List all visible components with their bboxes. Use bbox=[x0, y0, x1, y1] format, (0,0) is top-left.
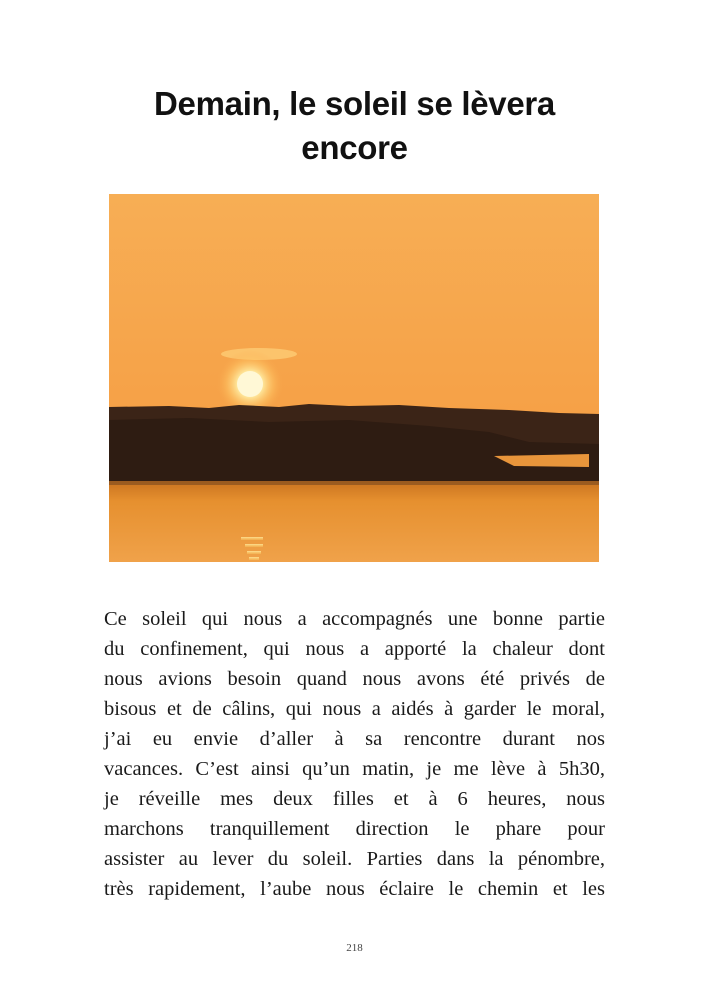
body-line: nous avions besoin quand nous avons été privés de bbox=[104, 668, 605, 690]
sun-reflection-4 bbox=[249, 557, 259, 560]
sun bbox=[237, 371, 263, 397]
sunrise-illustration bbox=[109, 194, 599, 562]
body-line: marchons tranquillement direction le phare pour bbox=[104, 818, 605, 840]
sea bbox=[109, 481, 599, 562]
title-line-2: encore bbox=[301, 129, 408, 166]
sunrise-photo bbox=[109, 194, 599, 562]
waterline bbox=[109, 481, 599, 485]
body-line: je réveille mes deux filles et à 6 heures, nous bbox=[104, 788, 605, 810]
title-line-1: Demain, le soleil se lèvera bbox=[154, 85, 555, 122]
body-paragraph bbox=[104, 604, 605, 904]
body-line: bisous et de câlins, qui nous a aidés à garder le moral, bbox=[104, 698, 605, 720]
sun-reflection-2 bbox=[245, 544, 263, 547]
sun-reflection-3 bbox=[247, 551, 261, 554]
body-line: assister au lever du soleil. Parties dans la pénombre, bbox=[104, 848, 605, 870]
body-line: j’ai eu envie d’aller à sa rencontre durant nos bbox=[104, 728, 605, 750]
body-line: Ce soleil qui nous a accompagnés une bonne partie bbox=[104, 608, 605, 630]
sun-reflection-1 bbox=[241, 537, 263, 540]
body-line: vacances. C’est ainsi qu’un matin, je me lève à 5h30, bbox=[104, 758, 605, 780]
page-number: 218 bbox=[346, 942, 363, 954]
body-line: du confinement, qui nous a apporté la chaleur dont bbox=[104, 638, 605, 660]
body-line: très rapidement, l’aube nous éclaire le chemin et les bbox=[104, 878, 605, 900]
page-title bbox=[80, 82, 629, 170]
